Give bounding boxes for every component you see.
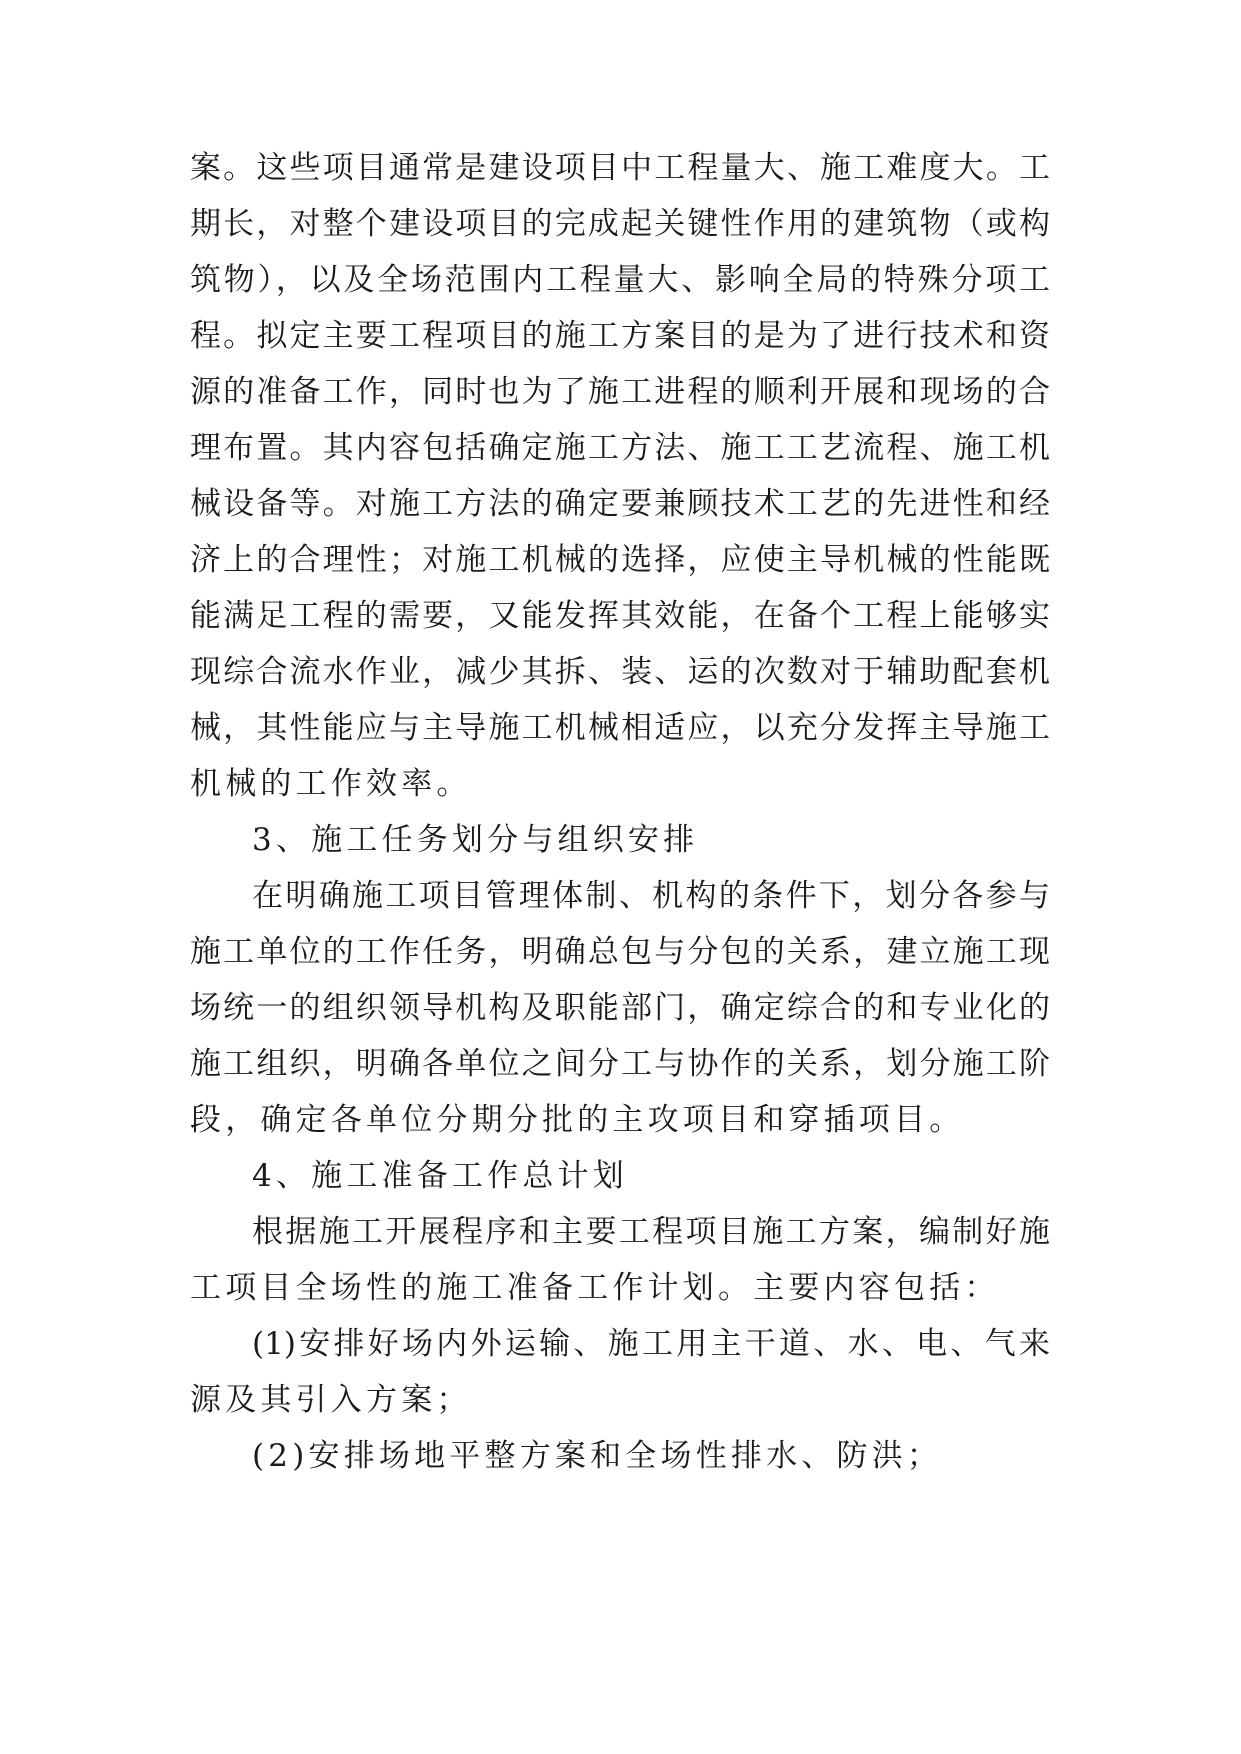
text-line: 能满足工程的需要，又能发挥其效能，在备个工程上能够实	[190, 598, 1050, 634]
text-line: 现综合流水作业，减少其拆、装、运的次数对于辅助配套机	[190, 654, 1050, 690]
text-line: 筑物），以及全场范围内工程量大、影响全局的特殊分项工	[190, 262, 1050, 298]
text-line: 工项目全场性的施工准备工作计划。主要内容包括：	[190, 1270, 1000, 1306]
text-line: 源的准备工作，同时也为了施工进程的顺利开展和现场的合	[190, 374, 1050, 410]
text-line: 案。这些项目通常是建设项目中工程量大、施工难度大。工	[190, 150, 1050, 186]
text-line: 施工单位的工作任务，明确总包与分包的关系，建立施工现	[190, 934, 1050, 970]
section-heading: 4、施工准备工作总计划	[252, 1158, 628, 1194]
list-item: (1)安排好场内外运输、施工用主干道、水、电、气来	[252, 1326, 1050, 1362]
list-item: (2)安排场地平整方案和全场性排水、防洪；	[252, 1438, 943, 1474]
text-line: 施工组织，明确各单位之间分工与协作的关系，划分施工阶	[190, 1046, 1050, 1082]
text-line: 源及其引入方案；	[190, 1382, 472, 1418]
text-line: 理布置。其内容包括确定施工方法、施工工艺流程、施工机	[190, 430, 1050, 466]
section-heading: 3、施工任务划分与组织安排	[252, 822, 699, 858]
text-line: 械，其性能应与主导施工机械相适应，以充分发挥主导施工	[190, 710, 1050, 746]
text-line: 械设备等。对施工方法的确定要兼顾技术工艺的先进性和经	[190, 486, 1050, 522]
text-line: 在明确施工项目管理体制、机构的条件下，划分各参与	[252, 878, 1050, 914]
text-line: 场统一的组织领导机构及职能部门，确定综合的和专业化的	[190, 990, 1050, 1026]
text-line: 机械的工作效率。	[190, 766, 472, 802]
text-line: 段，确定各单位分期分批的主攻项目和穿插项目。	[190, 1102, 965, 1138]
text-line: 程。拟定主要工程项目的施工方案目的是为了进行技术和资	[190, 318, 1050, 354]
text-line: 期长，对整个建设项目的完成起关键性作用的建筑物（或构	[190, 206, 1050, 242]
text-line: 根据施工开展程序和主要工程项目施工方案，编制好施	[252, 1214, 1050, 1250]
text-line: 济上的合理性；对施工机械的选择，应使主导机械的性能既	[190, 542, 1050, 578]
